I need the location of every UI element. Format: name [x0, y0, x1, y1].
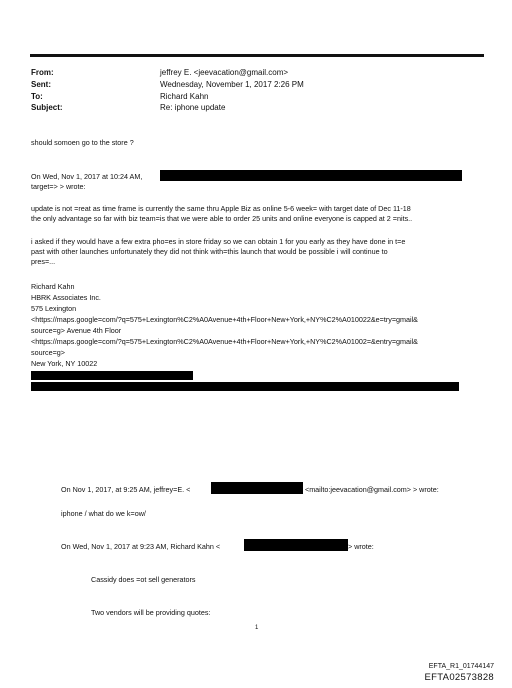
para2-line2: past with other launches unfortunately they did not think with=this launch that would be possible i will continue to	[31, 247, 388, 256]
para1-line2: the only advantage so far with biz team=is that we were able to order 25 units and online everyone is capped at 2 =nits..	[31, 214, 413, 223]
quote3-header: On Wed, Nov 1, 2017 at 9:23 AM, Richard Kahn <	[61, 542, 221, 551]
signature-address: 575 Lexington	[31, 304, 77, 313]
subject-label: Subject:	[31, 103, 63, 112]
body-line-iphone: iphone / what do we k=ow/	[61, 509, 146, 518]
quote2-header-cont: <mailto:jeevacation@gmail.com> > wrote:	[305, 485, 439, 494]
footer-id-1: EFTA_R1_01744147	[428, 663, 494, 670]
para2-line1: i asked if they would have a few extra pho=es in store friday so we can obtain 1 for you early as they have done in t=e	[31, 237, 406, 246]
body-line-vendors: Two vendors will be providing quotes:	[91, 608, 211, 617]
quote3-header-cont: > wrote:	[348, 542, 374, 551]
quote1-header-cont: target=> > wrote:	[31, 182, 86, 191]
signature-map-link-1: <https://maps.google=com/?q=575+Lexington%C2%A0Avenue+4th+Floor+New+York,+NY%C2%A010022&e=try=gmail&	[31, 315, 418, 324]
signature-company: HBRK Associates Inc.	[31, 293, 101, 302]
page-number: 1	[255, 625, 259, 631]
footer-id-2: EFTA02573828	[424, 672, 494, 683]
redaction-bar	[211, 482, 303, 494]
signature-city: New York, NY 10022	[31, 359, 98, 368]
signature-name: Richard Kahn	[31, 282, 75, 291]
sent-label: Sent:	[31, 80, 51, 89]
from-label: From:	[31, 68, 54, 77]
signature-map-link-2-cont: source=g>	[31, 348, 65, 357]
quote2-header: On Nov 1, 2017, at 9:25 AM, jeffrey=E. <	[61, 485, 191, 494]
para2-line3: pres=...	[31, 257, 56, 266]
body-line-cassidy: Cassidy does =ot sell generators	[91, 575, 196, 584]
header-rule	[30, 54, 484, 57]
to-value: Richard Kahn	[160, 92, 209, 101]
body-line-question: should somoen go to the store ?	[31, 138, 134, 147]
redaction-bar	[31, 371, 193, 380]
from-value: jeffrey E. <jeevacation@gmail.com>	[160, 68, 289, 77]
to-label: To:	[31, 92, 43, 101]
para1-line1: update is not =reat as time frame is currently the same thru Apple Biz as online 5-6 week= with target date of Dec 11-18	[31, 204, 411, 213]
signature-map-link-1-cont: source=g> Avenue 4th Floor	[31, 326, 122, 335]
redaction-bar	[31, 382, 459, 391]
redaction-bar	[160, 170, 462, 181]
sent-value: Wednesday, November 1, 2017 2:26 PM	[160, 80, 304, 89]
signature-map-link-2: <https://maps.google=com/?q=575+Lexington%C2%A0Avenue+4th+Floor+New+York,+NY%C2%A01002=&entry=gmail&	[31, 337, 418, 346]
subject-value: Re: iphone update	[160, 103, 226, 112]
quote1-header: On Wed, Nov 1, 2017 at 10:24 AM,	[31, 172, 143, 181]
redaction-bar	[244, 539, 348, 551]
